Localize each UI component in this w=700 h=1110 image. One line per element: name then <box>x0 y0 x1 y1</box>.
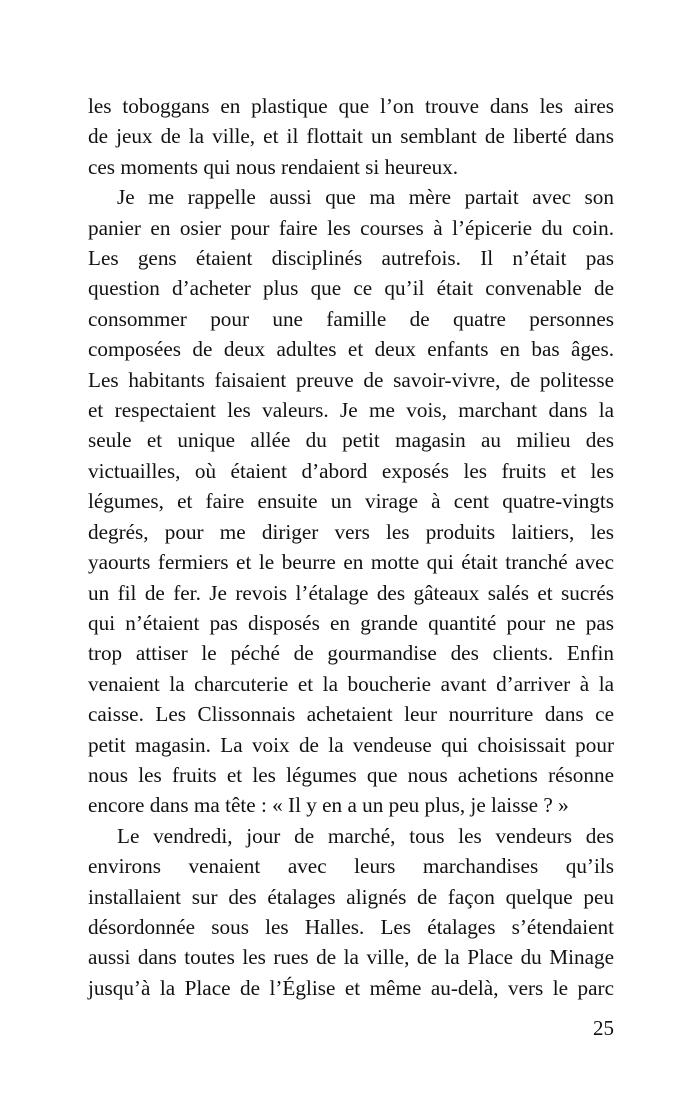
text-line: ces moments qui nous rendaient si heureux. <box>88 154 459 179</box>
text-line: seule et unique allée du petit magasin au milieu des <box>88 428 614 453</box>
text-line: caisse. Les Clissonnais achetaient leur nourriture dans ce <box>88 702 614 727</box>
paragraph-3 <box>88 821 614 1003</box>
text-line: composées de deux adultes et deux enfants en bas âges. <box>88 337 614 362</box>
text-line: jusqu’à la Place de l’Église et même au-delà, vers le parc <box>88 975 614 1000</box>
text-line: de jeux de la ville, et il flottait un semblant de liberté dans <box>88 124 614 149</box>
text-line: Les gens étaient disciplinés autrefois. Il n’était pas <box>88 246 614 271</box>
text-line: petit magasin. La voix de la vendeuse qui choisissait pour <box>88 732 614 757</box>
text-line: Le vendredi, jour de marché, tous les vendeurs des <box>117 823 614 848</box>
text-line: les toboggans en plastique que l’on trouve dans les aires <box>88 94 614 118</box>
text-line: yaourts fermiers et le beurre en motte qui était tranché avec <box>88 550 614 575</box>
text-line: Je me rappelle aussi que ma mère partait avec son <box>117 185 614 210</box>
text-line: aussi dans toutes les rues de la ville, de la Place du Minage <box>88 945 614 970</box>
page-number: 25 <box>593 1016 614 1040</box>
text-line: trop attiser le péché de gourmandise des clients. Enfin <box>88 641 614 666</box>
text-line: qui n’étaient pas disposés en grande quantité pour ne pas <box>88 610 614 635</box>
text-line: désordonnée sous les Halles. Les étalages s’étendaient <box>88 914 614 939</box>
text-line: victuailles, où étaient d’abord exposés les fruits et les <box>88 458 614 483</box>
text-line: environs venaient avec leurs marchandises qu’ils <box>88 854 614 879</box>
text-line: question d’acheter plus que ce qu’il était convenable de <box>88 276 614 301</box>
text-line: et respectaient les valeurs. Je me vois, marchant dans la <box>88 398 614 423</box>
paragraph-2 <box>88 182 614 821</box>
text-line: venaient la charcuterie et la boucherie avant d’arriver à la <box>88 671 614 696</box>
text-line: installaient sur des étalages alignés de façon quelque peu <box>88 884 614 909</box>
page-body <box>88 91 614 1003</box>
text-line: un fil de fer. Je revois l’étalage des gâteaux salés et sucrés <box>88 580 614 605</box>
text-line: panier en osier pour faire les courses à l’épicerie du coin. <box>88 215 614 240</box>
text-line: nous les fruits et les légumes que nous achetions résonne <box>88 762 614 787</box>
text-line: légumes, et faire ensuite un virage à cent quatre-vingts <box>88 489 614 514</box>
text-line: degrés, pour me diriger vers les produits laitiers, les <box>88 519 614 544</box>
text-line: consommer pour une famille de quatre personnes <box>88 306 614 331</box>
text-line: Les habitants faisaient preuve de savoir-vivre, de politesse <box>88 367 614 392</box>
text-line: encore dans ma tête : « Il y en a un peu plus, je laisse ? » <box>88 793 569 818</box>
paragraph-1 <box>88 91 614 182</box>
